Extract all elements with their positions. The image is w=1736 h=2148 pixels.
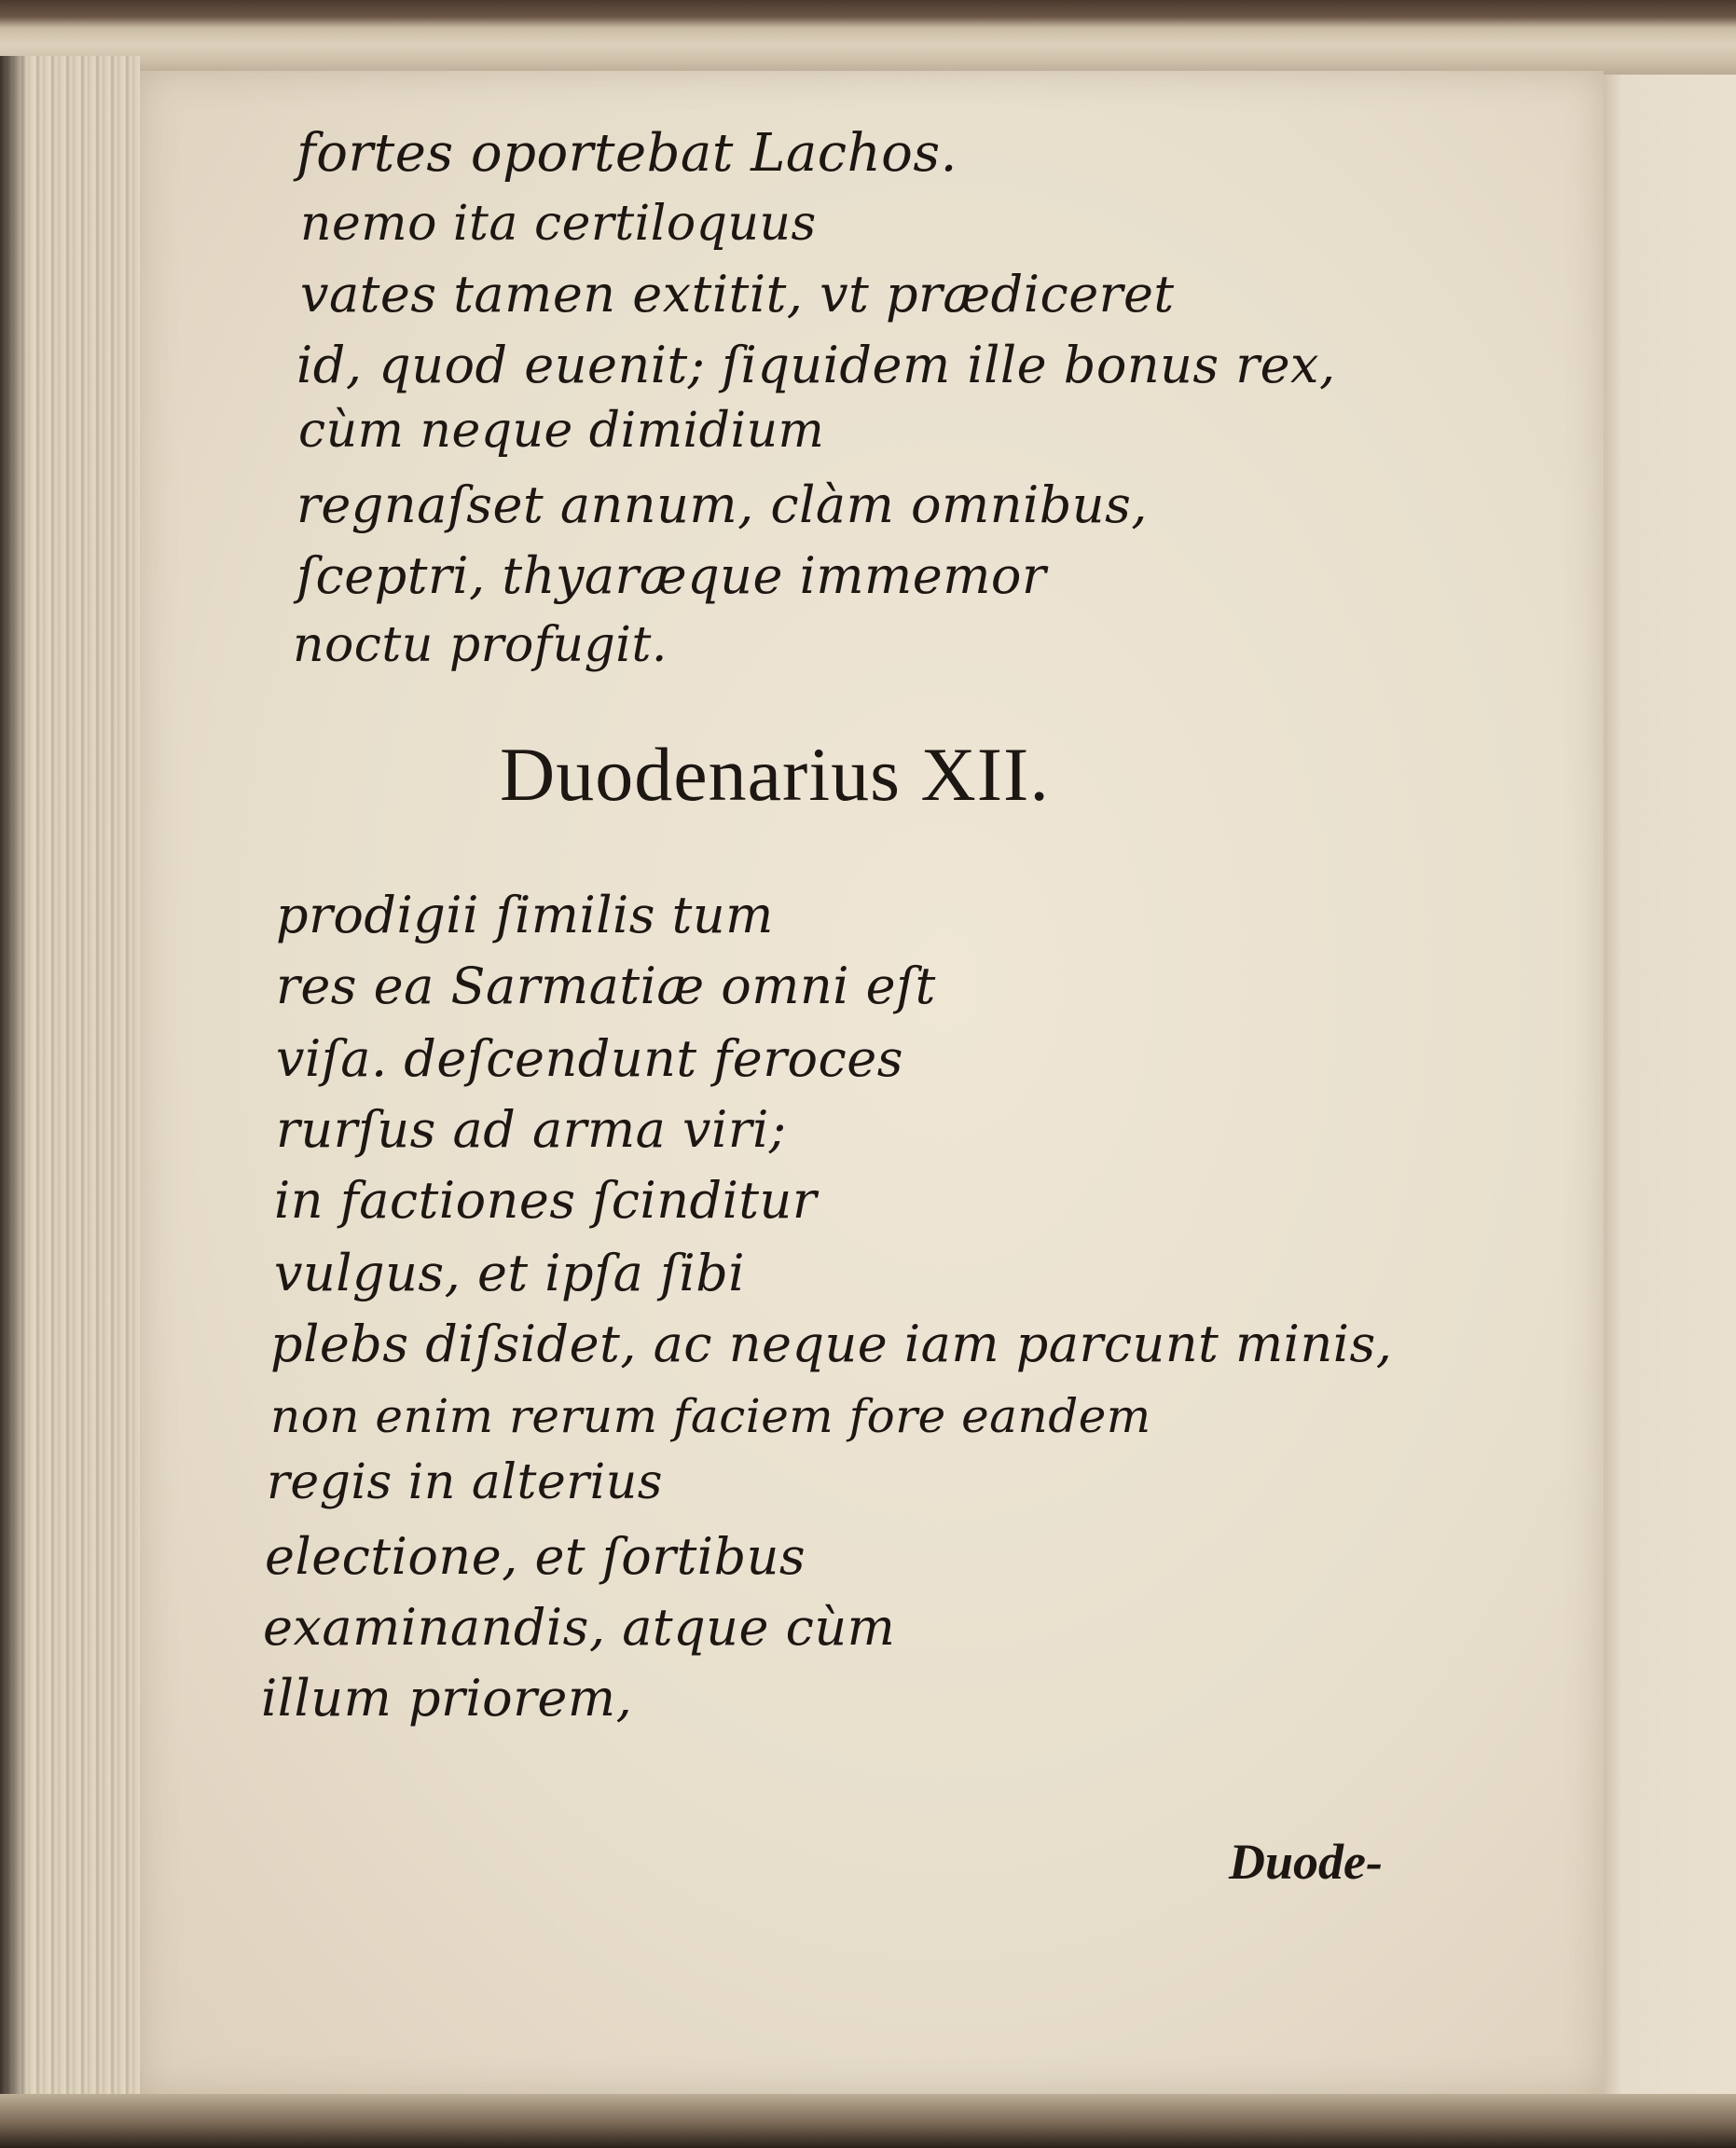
section-heading: Duodenarius XII. bbox=[500, 732, 1050, 817]
text-line: ſceptri, thyaræque immemor bbox=[296, 546, 1047, 605]
text-line: examinandis, atque cùm bbox=[263, 1598, 896, 1657]
text-line: fortes oportebat Lachos. bbox=[296, 123, 958, 184]
text-line: electione, et ſortibus bbox=[265, 1527, 806, 1586]
text-line: regnaſset annum, clàm omnibus, bbox=[296, 475, 1148, 534]
facing-page-edge bbox=[1604, 75, 1736, 2098]
text-line: in factiones ſcinditur bbox=[274, 1171, 818, 1230]
book-bottom-edge bbox=[0, 2094, 1736, 2148]
text-line: illum priorem, bbox=[261, 1669, 633, 1728]
text-line: nemo ita certiloquus bbox=[300, 196, 817, 252]
catchword: Duode- bbox=[1229, 1834, 1383, 1890]
text-line: prodigii ſimilis tum bbox=[276, 886, 774, 944]
page-stack-left bbox=[0, 56, 140, 2126]
text-line: regis in alterius bbox=[267, 1454, 663, 1510]
text-line: non enim rerum faciem fore eandem bbox=[270, 1389, 1151, 1443]
text-line: rurſus ad arma viri; bbox=[276, 1100, 787, 1159]
text-line: vulgus, et ipſa ſibi bbox=[274, 1244, 746, 1302]
text-line: res ea Sarmatiæ omni eſt bbox=[276, 957, 936, 1015]
book-top-edge bbox=[0, 0, 1736, 76]
text-line: vates tamen extitit, vt prædiceret bbox=[300, 265, 1175, 324]
text-line: cùm neque dimidium bbox=[298, 403, 825, 459]
text-line: id, quod euenit; ſiquidem ille bonus rex, bbox=[296, 336, 1336, 394]
text-line: noctu profugit. bbox=[293, 617, 668, 673]
text-line: viſa. deſcendunt feroces bbox=[276, 1029, 903, 1088]
text-line: plebs diſsidet, ac neque iam parcunt minis, bbox=[270, 1315, 1393, 1373]
